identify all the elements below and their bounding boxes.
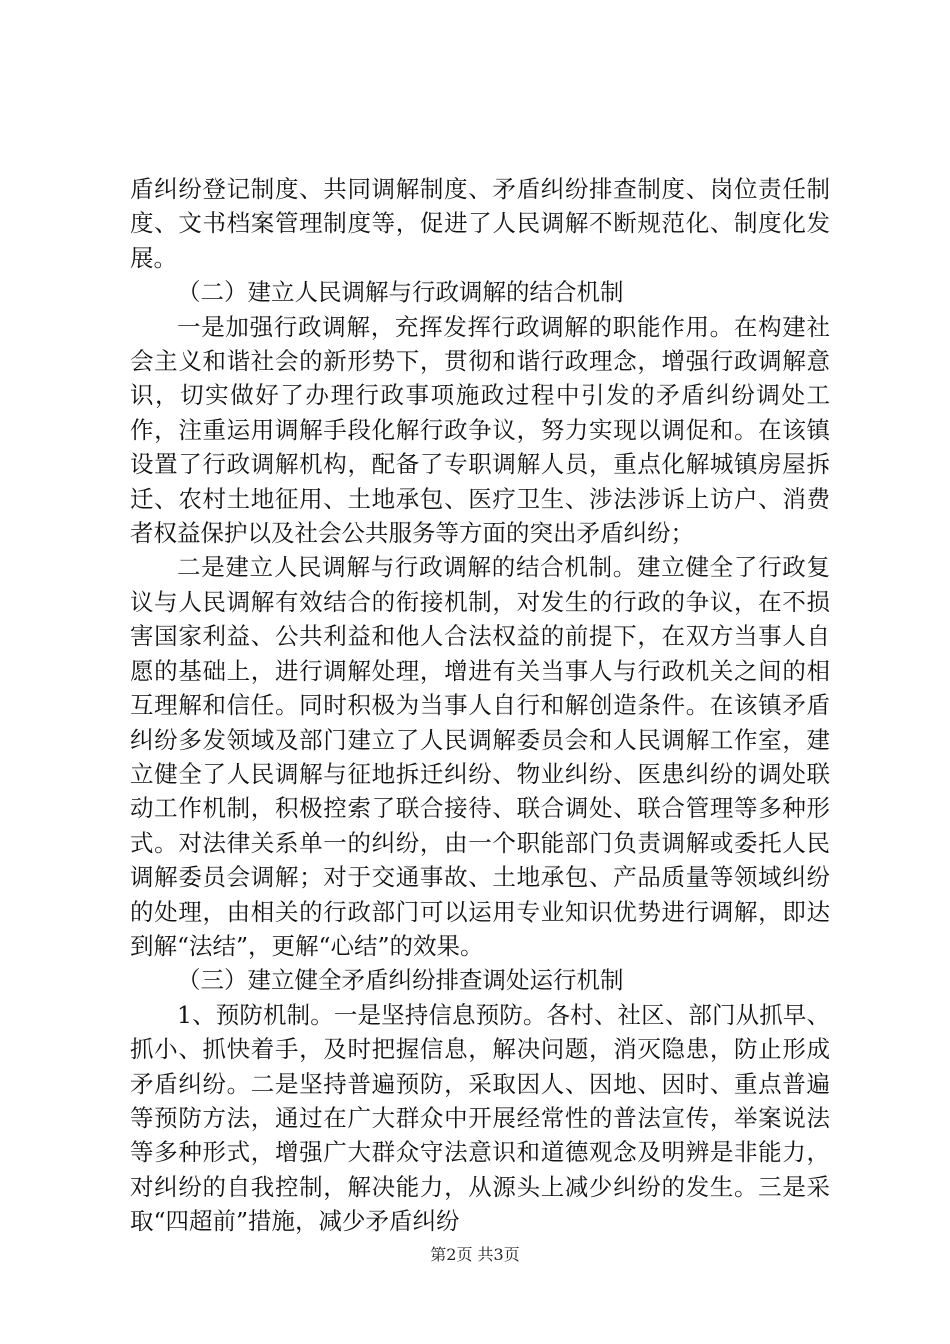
document-body (130, 172, 830, 1239)
paragraph-2: 一是加强行政调解，充挥发挥行政调解的职能作用。在构建社会主义和谐社会的新形势下，贯彻和谐行政理念，增强行政调解意识，切实做好了办理行政事项施政过程中引发的矛盾纠纷调处工作，注重运用调解手段化解行政争议，努力实现以调促和。在该镇设置了行政调解机构，配备了专职调解人员，重点化解城镇房屋拆迁、农村土地征用、土地承包、医疗卫生、涉法涉诉上访户、消费者权益保护以及社会公共服务等方面的突出矛盾纠纷； (130, 312, 830, 548)
paragraph-4: 1、预防机制。一是坚持信息预防。各村、社区、部门从抓早、抓小、抓快着手，及时把握信息，解决问题，消灭隐患，防止形成矛盾纠纷。二是坚持普遍预防，采取因人、因地、因时、重点普遍等预防方法，通过在广大群众中开展经常性的普法宣传，举案说法等多种形式，增强广大群众守法意识和道德观念及明辨是非能力，对纠纷的自我控制，解决能力，从源头上减少纠纷的发生。三是采取“四超前”措施，减少矛盾纠纷 (130, 1000, 830, 1236)
paragraph-1: 盾纠纷登记制度、共同调解制度、矛盾纠纷排查制度、岗位责任制度、文书档案管理制度等，促进了人民调解不断规范化、制度化发展。 (130, 175, 830, 272)
page-footer: 第2页 共3页 (430, 1245, 520, 1264)
section-heading-2: （二）建立人民调解与行政调解的结合机制 (177, 278, 624, 307)
section-heading-3: （三）建立健全矛盾纠纷排查调处运行机制 (177, 966, 624, 995)
paragraph-3: 二是建立人民调解与行政调解的结合机制。建立健全了行政复议与人民调解有效结合的衔接机制，对发生的行政的争议，在不损害国家利益、公共利益和他人合法权益的前提下，在双方当事人自愿的基础上，进行调解处理，增进有关当事人与行政机关之间的相互理解和信任。同时积极为当事人自行和解创造条件。在该镇矛盾纠纷多发领域及部门建立了人民调解委员会和人民调解工作室，建立健全了人民调解与征地拆迁纠纷、物业纠纷、医患纠纷的调处联动工作机制，积极控索了联合接待、联合调处、联合管理等多种形式。对法律关系单一的纠纷，由一个职能部门负责调解或委托人民调解委员会调解；对于交通事故、土地承包、产品质量等领域纠纷的处理，由相关的行政部门可以运用专业知识优势进行调解，即达到解“法结”，更解“心结”的效果。 (130, 553, 830, 960)
